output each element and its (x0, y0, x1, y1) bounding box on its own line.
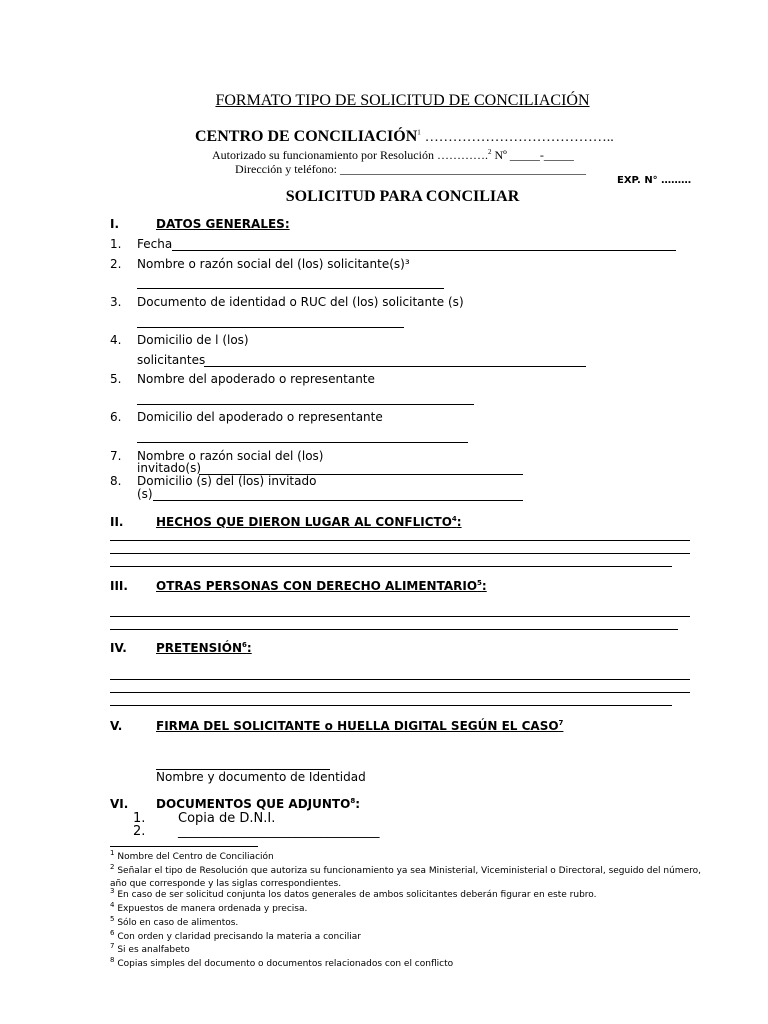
footnote-number: 3 (110, 887, 115, 895)
item-1-number: 1. (110, 237, 122, 251)
footnote-ref-7: 7 (558, 719, 564, 727)
footnote (110, 931, 710, 944)
item-6-number: 6. (110, 410, 122, 424)
footnote (110, 903, 710, 916)
section-4-title (156, 641, 252, 655)
section-3-blank-line (110, 616, 690, 617)
section-4-colon: : (246, 641, 252, 655)
section-3-title-text: OTRAS PERSONAS CON DERECHO ALIMENTARIO (156, 579, 478, 593)
section-1-title: DATOS GENERALES: (156, 217, 290, 231)
footnote-text: En caso de ser solicitud conjunta los datos generales de ambos solicitantes deberán figurar en este rubro. (117, 890, 597, 900)
exp-number: EXP. N° ……… (617, 175, 692, 186)
item-4-blank (204, 366, 586, 367)
item-7-label-2: invitado(s) (137, 461, 202, 475)
item-5-label: Nombre del apoderado o representante (137, 372, 375, 386)
item-5-blank (137, 404, 474, 405)
autorizado-text: Autorizado su funcionamiento por Resolución …………. (212, 148, 488, 162)
document-subtitle: SOLICITUD PARA CONCILIAR (285, 188, 520, 205)
section-4-blank-line (110, 705, 672, 706)
section-2-blank-line (110, 553, 690, 554)
section-1-number: I. (110, 217, 120, 231)
footnote-separator (110, 846, 258, 847)
section-2-blank-line (110, 540, 690, 541)
section-5-title-text: FIRMA DEL SOLICITANTE o HUELLA DIGITAL SEGÚN EL CASO (156, 719, 559, 733)
item-2-label: Nombre o razón social del (los) solicitante(s)³ (137, 257, 410, 271)
item-8-label: Domicilio (s) del (los) invitado (137, 474, 317, 488)
footnote-text: Señalar el tipo de Resolución que autoriza su funcionamiento ya sea Ministerial, Viceministerial o Directoral, seguido del número, año que corresponde y las siglas correspondientes. (110, 866, 701, 889)
footnote (110, 889, 710, 902)
section-2-blank-line (110, 566, 672, 567)
section-3-number: III. (110, 579, 128, 593)
centro-dots: ………………………………….. (424, 130, 614, 145)
footnote (110, 917, 710, 930)
footnote-number: 6 (110, 929, 115, 937)
footnote (110, 851, 710, 864)
centro-label: CENTRO DE CONCILIACIÓN (195, 128, 418, 145)
item-8-blank (153, 500, 523, 501)
item-4-label: Domicilio de l (los) (137, 333, 249, 347)
doc-1-label: Copia de D.N.I. (178, 811, 276, 826)
item-1-label: Fecha (137, 237, 173, 251)
section-6-number: VI. (110, 797, 129, 811)
footnote-text: Expuestos de manera ordenada y precisa. (117, 904, 308, 914)
item-3-label: Documento de identidad o RUC del (los) solicitante (s) (137, 295, 464, 309)
item-6-blank (137, 442, 468, 443)
section-2-title (156, 515, 462, 529)
footnote (110, 865, 710, 891)
item-2-blank (137, 288, 444, 289)
footnote-text: Nombre del Centro de Conciliación (117, 852, 274, 862)
section-4-blank-line (110, 692, 690, 693)
section-5-number: V. (110, 719, 123, 733)
section-2-number: II. (110, 515, 124, 529)
footnote (110, 944, 710, 957)
autorizado-tail: Nº _____-_____ (494, 148, 574, 162)
section-4-title-text: PRETENSIÓN (156, 641, 243, 655)
footnote-text: Si es analfabeto (117, 945, 190, 955)
autorizado-line (212, 148, 574, 163)
footnote-text: Con orden y claridad precisando la materia a conciliar (117, 932, 361, 942)
centro-line (195, 128, 614, 146)
footnote-number: 2 (110, 863, 115, 871)
footnote-number: 5 (110, 915, 115, 923)
signature-caption: Nombre y documento de Identidad (156, 770, 366, 784)
section-2-colon: : (456, 515, 462, 529)
section-5-title (156, 719, 563, 733)
footnote-ref-8: 8 (350, 797, 356, 805)
section-6-title-text: DOCUMENTOS QUE ADJUNTO (156, 797, 351, 811)
section-3-title (156, 579, 487, 593)
item-7-label: Nombre o razón social del (los) (137, 449, 324, 463)
footnote-text: Copias simples del documento o documentos relacionados con el conflicto (117, 959, 454, 969)
footnote (110, 958, 710, 971)
item-4-number: 4. (110, 333, 122, 347)
footnote-text: Sólo en caso de alimentos. (117, 918, 239, 928)
item-3-blank (137, 327, 404, 328)
section-6-colon: : (355, 797, 360, 811)
section-3-blank-line (110, 629, 678, 630)
footnote-ref-6: 6 (242, 641, 247, 649)
item-2-number: 2. (110, 257, 122, 271)
section-6-title (156, 797, 360, 811)
item-4-label-2: solicitantes (137, 353, 206, 367)
section-4-blank-line (110, 679, 690, 680)
section-4-number: IV. (110, 641, 127, 655)
footnote-ref-1: 1 (417, 128, 421, 137)
footnote-number: 4 (110, 901, 115, 909)
item-1-blank (172, 250, 676, 251)
item-8-label-2: (s) (137, 487, 153, 501)
footnote-number: 7 (110, 942, 115, 950)
footnote-number: 1 (110, 849, 115, 857)
item-6-label: Domicilio del apoderado o representante (137, 410, 383, 424)
document-title: FORMATO TIPO DE SOLICITUD DE CONCILIACIÓN (215, 92, 590, 109)
item-8-number: 8. (110, 474, 122, 488)
footnote-ref-5: 5 (477, 579, 482, 587)
doc-2-label: _______________________________ (178, 824, 380, 839)
section-2-title-text: HECHOS QUE DIERON LUGAR AL CONFLICTO (156, 515, 452, 529)
item-7-number: 7. (110, 449, 122, 463)
item-3-number: 3. (110, 295, 122, 309)
section-3-colon: : (481, 579, 487, 593)
item-5-number: 5. (110, 372, 122, 386)
direccion-line: Dirección y teléfono: _________________________________________ (235, 162, 586, 176)
footnote-ref-4: 4 (451, 515, 457, 523)
footnote-number: 8 (110, 956, 115, 964)
doc-2-number: 2. (133, 824, 146, 839)
doc-1-number: 1. (133, 811, 146, 826)
footnote-ref-2: 2 (487, 148, 492, 156)
